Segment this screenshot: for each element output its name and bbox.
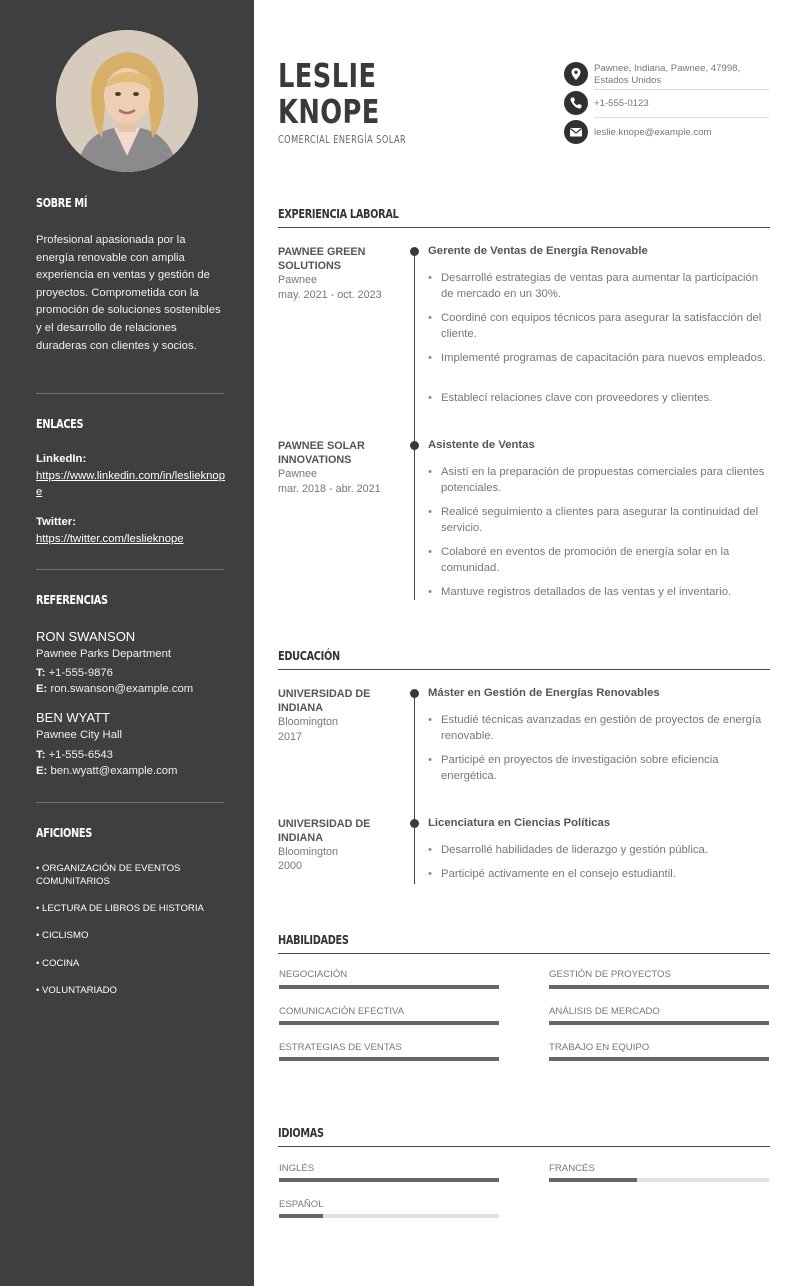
degree-bullet: • Participé activamente en el consejo estudiantil. xyxy=(441,866,771,882)
about-text: Profesional apasionada por la energía renovable con amplia experiencia en ventas y gestión de proyectos. Comprometida con la promoción de soluciones sostenibles y el desarrollo de relaciones duraderas con clientes y socios. xyxy=(36,234,221,352)
reference-phone: T: +1-555-9876 xyxy=(36,667,113,679)
job-bullet: • Asistí en la preparación de propuestas comerciales para clientes potenciales. xyxy=(441,464,771,496)
hobby-item: • LECTURA DE LIBROS DE HISTORIA xyxy=(36,903,204,914)
employer-location: Pawnee xyxy=(278,468,318,480)
language-label: FRANCÉS xyxy=(549,1163,595,1174)
degree-bullet: • Participé en proyectos de investigación sobre eficiencia energética. xyxy=(441,752,771,784)
skill-bar xyxy=(279,1021,499,1025)
degree-title: Máster en Gestión de Energías Renovables xyxy=(428,687,660,699)
school-year: 2000 xyxy=(278,860,303,872)
timeline-dot xyxy=(410,819,419,828)
timeline-line xyxy=(414,251,415,600)
about-heading: SOBRE MÍ xyxy=(36,195,88,210)
job-bullet: • Coordiné con equipos técnicos para asegurar la satisfacción del cliente. xyxy=(441,310,771,342)
degree-bullet: • Estudié técnicas avanzadas en gestión de proyectos de energía renovable. xyxy=(441,712,771,744)
employment-dates: mar. 2018 - abr. 2021 xyxy=(278,483,381,495)
timeline-dot xyxy=(410,247,419,256)
contact-phone: +1-555-0123 xyxy=(594,98,649,109)
divider xyxy=(36,393,224,394)
job-bullet: • Mantuve registros detallados de las ventas y el inventario. xyxy=(441,584,771,600)
degree-bullet: • Desarrollé habilidades de liderazgo y gestión pública. xyxy=(441,842,771,858)
full-name: LESLIE KNOPE xyxy=(278,56,380,131)
school-name: UNIVERSIDAD DE INDIANA xyxy=(278,688,371,714)
employer-name: PAWNEE GREEN SOLUTIONS xyxy=(278,246,366,272)
school-location: Bloomington xyxy=(278,716,339,728)
experience-heading: EXPERIENCIA LABORAL xyxy=(278,206,399,221)
contact-address: Pawnee, Indiana, Pawnee, 47998, Estados Unidos xyxy=(594,63,741,86)
section-divider xyxy=(278,1146,770,1147)
degree-title: Licenciatura en Ciencias Políticas xyxy=(428,817,611,829)
reference-name: BEN WYATT xyxy=(36,710,110,725)
job-role: Asistente de Ventas xyxy=(428,439,535,451)
skill-bar xyxy=(549,985,769,989)
school-name: UNIVERSIDAD DE INDIANA xyxy=(278,818,371,844)
section-divider xyxy=(278,669,770,670)
job-role: Gerente de Ventas de Energía Renovable xyxy=(428,245,648,257)
reference-name: RON SWANSON xyxy=(36,629,136,644)
reference-email: E: ben.wyatt@example.com xyxy=(36,765,178,777)
employer-location: Pawnee xyxy=(278,274,318,286)
language-bar xyxy=(549,1178,769,1182)
sidebar xyxy=(0,0,254,1286)
divider xyxy=(594,89,769,90)
skill-label: GESTIÓN DE PROYECTOS xyxy=(549,969,671,980)
divider xyxy=(36,569,224,570)
job-title: COMERCIAL ENERGÍA SOLAR xyxy=(278,134,407,146)
skill-bar xyxy=(279,1057,499,1061)
skill-label: ESTRATEGIAS DE VENTAS xyxy=(279,1042,402,1053)
hobbies-heading: AFICIONES xyxy=(36,825,92,840)
reference-org: Pawnee Parks Department xyxy=(36,648,171,660)
divider xyxy=(594,117,769,118)
section-divider xyxy=(278,227,770,228)
hobby-item: • COCINA xyxy=(36,958,80,969)
timeline-dot xyxy=(410,689,419,698)
reference-org: Pawnee City Hall xyxy=(36,729,123,741)
job-bullet: • Implementé programas de capacitación para nuevos empleados. xyxy=(441,350,771,366)
school-location: Bloomington xyxy=(278,846,339,858)
languages-heading: IDIOMAS xyxy=(278,1125,324,1140)
reference-phone: T: +1-555-6543 xyxy=(36,749,113,761)
hobby-item: • CICLISMO xyxy=(36,930,89,941)
skills-heading: HABILIDADES xyxy=(278,932,349,947)
phone-icon xyxy=(564,91,588,115)
location-pin-icon xyxy=(564,62,588,86)
job-bullet: • Desarrollé estrategias de ventas para aumentar la participación de mercado en un 30%. xyxy=(441,270,771,302)
skill-label: COMUNICACIÓN EFECTIVA xyxy=(279,1006,405,1017)
job-bullet: • Colaboré en eventos de promoción de energía solar en la comunidad. xyxy=(441,544,771,576)
timeline-line xyxy=(414,693,415,884)
language-bar xyxy=(279,1214,499,1218)
school-year: 2017 xyxy=(278,731,303,743)
job-bullet: • Realicé seguimiento a clientes para asegurar la continuidad del servicio. xyxy=(441,504,771,536)
section-divider xyxy=(278,953,770,954)
links-heading: ENLACES xyxy=(36,416,84,431)
references-heading: REFERENCIAS xyxy=(36,592,108,607)
contact-email: leslie.knope@example.com xyxy=(594,127,712,138)
twitter-label: Twitter: xyxy=(36,516,76,528)
skill-label: ANÁLISIS DE MERCADO xyxy=(549,1006,660,1017)
skill-label: NEGOCIACIÓN xyxy=(279,969,348,980)
language-label: INGLÉS xyxy=(279,1163,315,1174)
twitter-link[interactable]: https://twitter.com/leslieknope xyxy=(36,533,184,545)
job-bullet: • Establecí relaciones clave con proveedores y clientes. xyxy=(441,390,771,406)
skill-label: TRABAJO EN EQUIPO xyxy=(549,1042,650,1053)
hobby-item: • ORGANIZACIÓN DE EVENTOS COMUNITARIOS xyxy=(36,863,181,887)
skill-bar xyxy=(279,985,499,989)
language-bar xyxy=(279,1178,499,1182)
skill-bar xyxy=(549,1057,769,1061)
profile-photo xyxy=(56,30,198,172)
divider xyxy=(36,802,224,803)
linkedin-label: LinkedIn: xyxy=(36,453,87,465)
employer-name: PAWNEE SOLAR INNOVATIONS xyxy=(278,440,365,466)
skill-bar xyxy=(549,1021,769,1025)
envelope-icon xyxy=(564,120,588,144)
linkedin-link[interactable]: https://www.linkedin.com/in/leslieknope xyxy=(36,470,225,498)
employment-dates: may. 2021 - oct. 2023 xyxy=(278,289,382,301)
timeline-dot xyxy=(410,441,419,450)
reference-email: E: ron.swanson@example.com xyxy=(36,683,194,695)
language-label: ESPAÑOL xyxy=(279,1199,324,1210)
education-heading: EDUCACIÓN xyxy=(278,648,340,663)
hobby-item: • VOLUNTARIADO xyxy=(36,985,118,996)
